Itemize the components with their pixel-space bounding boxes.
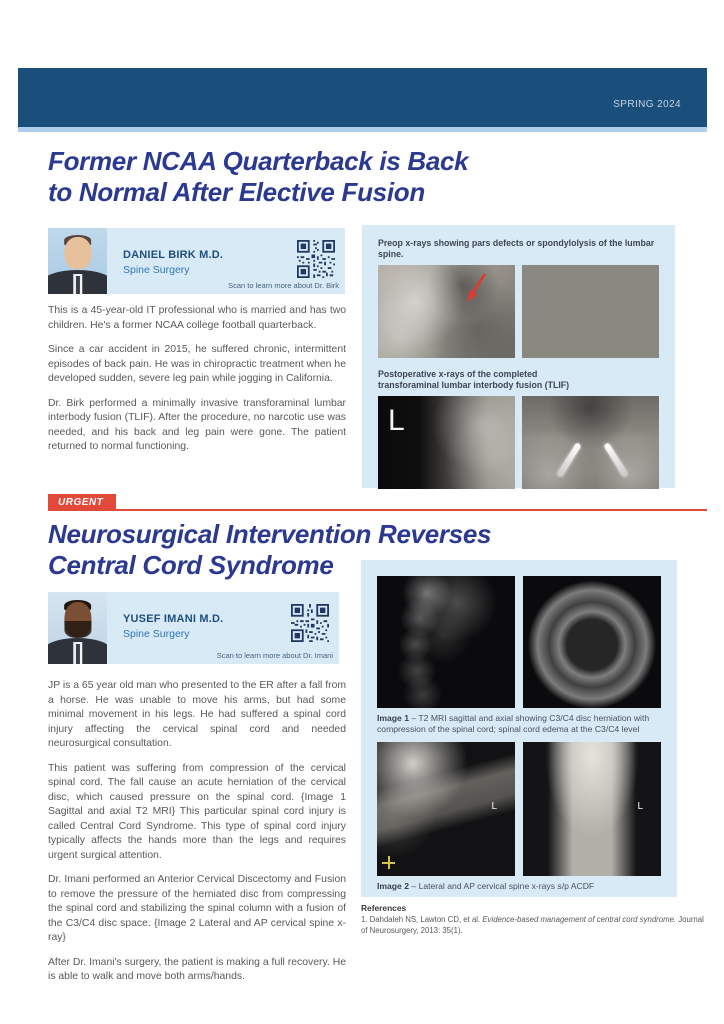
reference-entry: [361, 915, 707, 936]
header-bar: [18, 68, 707, 127]
article2-paragraph-3: Dr. Imani performed an Anterior Cervical Discectomy and Fusion to remove the pressure of the herniated disc from compressing the spinal cord and stabilizing the spinal column with a fusion of the C3/C4 disc space. {Image 2 Lateral and AP cervical spine x-ray}: [48, 874, 346, 943]
xray-side-marker: L: [388, 404, 405, 437]
doctor-photo-imani: [48, 592, 107, 664]
article1-paragraph-2: Since a car accident in 2015, he suffered chronic, intermittent episodes of back pain. He was in chiropractic treatment when he developed sudden, severe leg pain while jogging in California.: [48, 344, 346, 384]
article2-paragraph-4: After Dr. Imani's surgery, the patient is making a full recovery. He is able to walk and move both arms/hands.: [48, 956, 346, 982]
qr-code-birk-icon: [297, 240, 335, 278]
doctor-name: YUSEF IMANI M.D.: [123, 613, 224, 625]
article1-image-panel: [362, 225, 675, 488]
article2-paragraph-1: JP is a 65 year old man who presented to the ER after a fall from a horse. He was unable to move his arms, but had some minimal movement in his legs. He had suffered a spinal cord injury affecting the cervical spinal cord and needed neurosurgical consultation.: [48, 680, 346, 749]
cervical-ap-xray-image: [523, 742, 661, 876]
urgent-badge: URGENT: [48, 494, 116, 511]
image1-caption: [377, 713, 661, 735]
preop-xray-caption: Preop x-rays showing pars defects or spondylolysis of the lumbar spine.: [378, 238, 655, 259]
avatar-head: [64, 237, 91, 269]
reference-suffix: Journal of Neurosurgery, 2013: 35(1).: [361, 915, 704, 935]
postop-xray-row: [378, 396, 659, 489]
article2-image-panel: [361, 560, 677, 897]
mri-row: [377, 576, 661, 708]
issue-label: SPRING 2024: [613, 99, 681, 110]
article1-headline-line1: Former NCAA Quarterback is Back: [48, 146, 469, 176]
urgent-divider: [48, 492, 707, 511]
postop-caption-line1: Postoperative x-rays of the completed: [378, 369, 538, 379]
doctor-card-imani: [48, 592, 339, 664]
doctor-info: [107, 228, 223, 294]
postop-xray-right-image: [522, 396, 659, 489]
avatar-beard: [64, 621, 91, 638]
doctor-specialty: Spine Surgery: [123, 628, 190, 640]
article1-headline-line2: to Normal After Elective Fusion: [48, 177, 425, 207]
article2-headline-line2: Central Cord Syndrome: [48, 550, 334, 580]
image2-caption: [377, 881, 661, 892]
doctor-specialty: Spine Surgery: [123, 264, 190, 276]
image1-caption-text: – T2 MRI sagittal and axial showing C3/C4 disc herniation with compression of the spinal cord; spinal cord edema at the C3/C4 level: [377, 713, 650, 734]
postop-xray-left-image: [378, 396, 515, 489]
image1-label: Image 1: [377, 713, 410, 723]
article1-headline: [48, 146, 468, 208]
references-title: References: [361, 903, 407, 913]
red-arrow-icon: [463, 271, 489, 303]
pedicle-screw-right: [603, 442, 628, 477]
pedicle-screw-left: [556, 442, 581, 477]
header-accent-strip: [18, 127, 707, 132]
cervical-xray-row: [377, 742, 661, 876]
mri-sagittal-image: [377, 576, 515, 708]
doctor-photo-birk: [48, 228, 107, 294]
postop-xray-caption: [378, 369, 659, 391]
qr-code-imani-icon: [291, 604, 329, 642]
xray-side-marker: L: [491, 800, 497, 812]
article2-paragraph-2: This patient was suffering from compression of the cervical spinal cord. The fall cause an acute herniation of the cervical disc, which caused pressure on the spinal cord. {Image 1 Sagittal and axial T2 MRI} This particular spinal cord injury is called Central Cord Syndrome. This type of spinal cord injury typically affects the hands more than the legs and requires urgent surgical attention.: [48, 762, 346, 861]
doctor-info: [107, 592, 223, 664]
mri-axial-image: [523, 576, 661, 708]
reference-prefix: 1. Dahdaleh NS, Lawton CD, et al.: [361, 915, 483, 924]
references-section: [361, 903, 707, 936]
article2-body: [48, 679, 346, 995]
postop-caption-line2: transforaminal lumbar interbody fusion (TLIF): [378, 380, 570, 390]
xray-side-marker: L: [637, 800, 643, 812]
doctor-card-birk: [48, 228, 345, 294]
article1-paragraph-1: This is a 45-year-old IT professional who is married and has two children. He's a former NCAA college football quarterback.: [48, 305, 346, 331]
avatar-tie: [75, 276, 79, 294]
qr-caption-imani: Scan to learn more about Dr. Imani: [216, 651, 333, 660]
cervical-lateral-xray-image: [377, 742, 515, 876]
preop-xray-row: [378, 265, 659, 358]
qr-caption-birk: Scan to learn more about Dr. Birk: [228, 281, 339, 290]
article1-body: [48, 304, 346, 465]
avatar-tie: [75, 644, 79, 664]
article1-paragraph-3: Dr. Birk performed a minimally invasive transforaminal lumbar interbody fusion (TLIF). After the procedure, no narcotic use was needed, and his back and leg pain were gone. The patient returned to normal functioning.: [48, 397, 346, 452]
preop-xray-left-image: [378, 265, 515, 358]
calibration-cross-icon: [382, 856, 395, 869]
image2-label: Image 2: [377, 881, 410, 891]
reference-article-title: Evidence-based management of central cord syndrome.: [482, 915, 677, 924]
doctor-name: DANIEL BIRK M.D.: [123, 249, 224, 261]
article2-headline-line1: Neurosurgical Intervention Reverses: [48, 519, 492, 549]
preop-xray-right-image: [522, 265, 659, 358]
image2-caption-text: – Lateral and AP cervical spine x-rays s/p ACDF: [409, 881, 595, 891]
